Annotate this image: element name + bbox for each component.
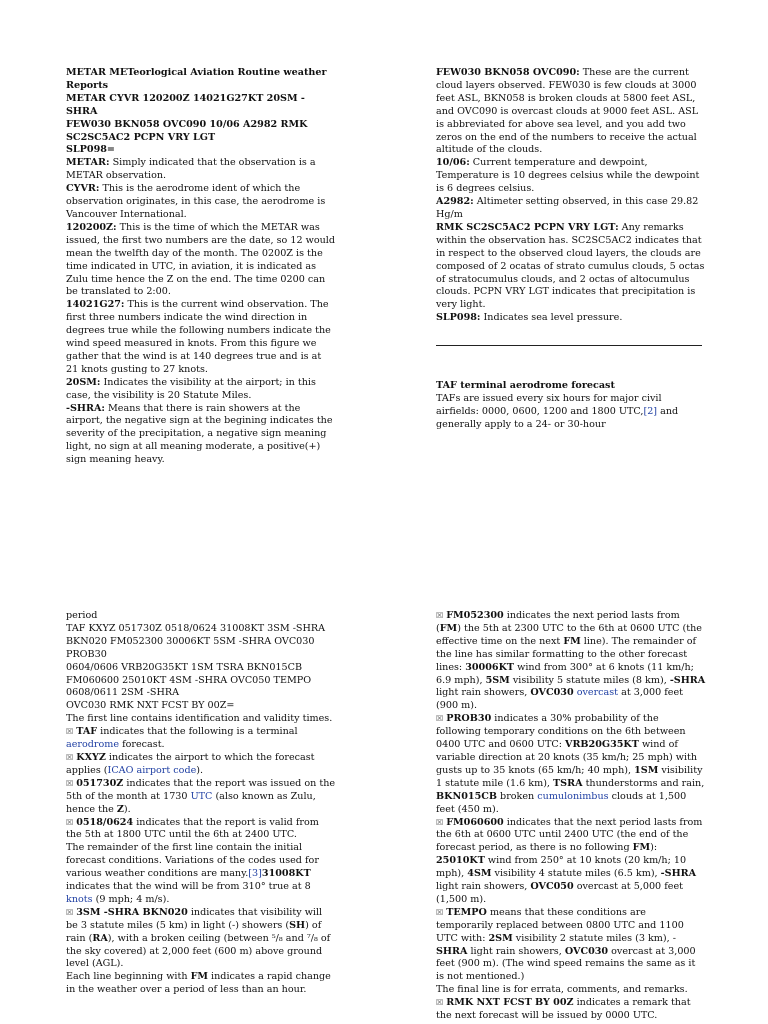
- metar-item: -SHRA: Means that there is rain showers at the airport, the negative sign at the begining indicates the severity of the precipitation, a negative sign meaning light, no sign at all meaning moderate, a positive(+) sign meaning heavy.: [66, 402, 333, 466]
- taf-remainder: The remainder of the first line contain the initial forecast conditions. Variations of the codes used for various weather conditions are many.[3]31008KT indicates that the wind will be from 310° true at 8 knots (9 mph; 4 m/s).: [66, 842, 319, 905]
- checkbox-icon: ☒: [436, 714, 444, 724]
- metar-item: RMK SC2SC5AC2 PCPN VRY LGT: Any remarks within the observation has. SC2SC5AC2 indicates that in respect to the observed cloud layers, the clouds are composed of 2 ocatas of strato cumulus clouds, 5 octas of stratocumulus clouds, and 2 octas of altocumulus clouds. PCPN VRY LGT indicates that precipitation is very light.: [436, 221, 705, 311]
- taf-continued-column: [436, 610, 706, 1023]
- metar-item: A2982: Altimeter setting observed, in this case 29.82 Hg/m: [436, 196, 699, 220]
- metar-column: [66, 67, 336, 467]
- taf-bullet: ☒ PROB30 indicates a 30% probability of the following temporary conditions on the 6th between 0400 UTC and 0600 UTC: VRB20G35KT wind of variable direction at 20 knots (35 km/h; 25 mph) with gusts up to 35 knots (65 km/h; 40 mph), 1SM visibility 1 statute mile (1.6 km), TSRA thunderstorms and rain, BKN015CB broken cumulonimbus clouds at 1,500 feet (450 m).: [436, 713, 705, 815]
- taf-bullet: ☒ TEMPO means that these conditions are temporarily replaced between 0800 UTC and 1100 UTC with: 2SM visibility 2 statute miles (3 km), -SHRA light rain showers, OVC030 overcast at 3,000 feet (900 m). (The wind speed remains the same as it is not mentioned.): [436, 906, 696, 983]
- checkbox-icon: ☒: [66, 817, 74, 827]
- taf-bullet: ☒ KXYZ indicates the airport to which the forecast applies (ICAO airport code).: [66, 751, 315, 776]
- knots-link[interactable]: knots: [66, 893, 93, 905]
- cumulonimbus-link[interactable]: cumulonimbus: [537, 790, 609, 802]
- metar-title: METAR METeorlogical Aviation Routine weather Reports: [66, 67, 327, 91]
- aerodrome-link[interactable]: aerodrome: [66, 739, 120, 751]
- metar-item: 14021G27: This is the current wind observation. The first three numbers indicate the wind direction in degrees true while the following numbers indicate the wind speed measured in knots. From this figure we gather that the wind is at 140 degrees true and is at 21 knots gusting to 27 knots.: [66, 299, 331, 375]
- taf-bullet: ☒ FM052300 indicates the next period lasts from (FM) the 5th at 2300 UTC to the 6th at 0600 UTC (the effective time on the next FM line). The remainder of the line has similar formatting to the other forecast lines: 30006KT wind from 300° at 6 knots (11 km/h; 6.9 mph), 5SM visibility 5 statute miles (8 km), -SHRA light rain showers, OVC030 overcast at 3,000 feet (900 m).: [436, 610, 706, 712]
- checkbox-icon: ☒: [66, 778, 74, 788]
- metar-item: METAR: Simply indicated that the observation is a METAR observation.: [66, 157, 316, 182]
- checkbox-icon: ☒: [436, 998, 444, 1008]
- taf-title: TAF terminal aerodrome forecast: [436, 380, 615, 392]
- taf-bullet: ☒ 0518/0624 indicates that the report is valid from the 5th at 1800 UTC until the 6th at 2400 UTC.: [66, 816, 319, 841]
- taf-first-line: The first line contains identification and validity times.: [66, 713, 333, 725]
- taf-fm-note: Each line beginning with FM indicates a rapid change in the weather over a period of less than an hour.: [66, 971, 331, 996]
- metar-item: CYVR: This is the aerodrome ident of which the observation originates, in this case, the aerodrome is Vancouver International.: [66, 183, 326, 220]
- icao-link[interactable]: ICAO airport code: [107, 764, 197, 776]
- checkbox-icon: ☒: [436, 817, 444, 827]
- taf-period: period: [66, 610, 98, 621]
- metar-item: 120200Z: This is the time of which the METAR was issued, the first two numbers are the date, so 12 would mean the twelfth day of the month. The 0200Z is the time indicated in UTC, in aviation, it is indicated as Zulu time hence the Z on the end. The time 0200 can be translated to 2:00.: [66, 221, 335, 298]
- checkbox-icon: ☒: [436, 611, 444, 620]
- checkbox-icon: ☒: [66, 727, 74, 737]
- taf-intro: TAFs are issued every six hours for major civil airfields: 0000, 0600, 1200 and 1800 UTC,[2] and generally apply to a 24- or 30-hour: [436, 393, 679, 430]
- reference-link[interactable]: [3]: [248, 868, 262, 880]
- taf-code: TAF KXYZ 051730Z 0518/0624 31008KT 3SM -SHRA BKN020 FM052300 30006KT 5SM -SHRA OVC030 PROB30 0604/0606 VRB20G35KT 1SM TSRA BKN015CB FM060600 25010KT 4SM -SHRA OVC050 TEMPO 0608/0611 2SM -SHRA OVC030 RMK NXT FCST BY 00Z=: [66, 622, 326, 712]
- taf-final-line: The final line is for errata, comments, and remarks.: [436, 984, 688, 996]
- reference-link[interactable]: [2]: [643, 405, 658, 417]
- taf-bullet: ☒ FM060600 indicates that the next period lasts from the 6th at 0600 UTC until 2400 UTC (the end of the forecast period, as there is no following FM): 25010KT wind from 250° at 10 knots (20 km/h; 10 mph), 4SM visibility 4 statute miles (6.5 km), -SHRA light rain showers, OVC050 overcast at 5,000 feet (1,500 m).: [436, 816, 703, 905]
- metar-item: 10/06: Current temperature and dewpoint, Temperature is 10 degrees celsius while the dewpoint is 6 degrees celsius.: [436, 157, 700, 195]
- metar-item: FEW030 BKN058 OVC090: These are the current cloud layers observed. FEW030 is few clouds at 3000 feet ASL, BKN058 is broken clouds at 5800 feet ASL, and OVC090 is overcast clouds at 9000 feet ASL. ASL is abbreviated for above sea level, and you add two zeros on the end of the numbers to receive the actual altitude of the clouds.: [436, 67, 699, 156]
- taf-bullet: ☒ 3SM -SHRA BKN020 indicates that visibility will be 3 statute miles (5 km) in light (-) showers (SH) of rain (RA), with a broken ceiling (between ⁵/₈ and ⁷/₈ of the sky covered) at 2,000 feet (600 m) above ground level (AGL).: [66, 906, 331, 970]
- taf-column: [66, 610, 336, 997]
- section-divider: [436, 345, 702, 346]
- taf-bullet: ☒ 051730Z indicates that the report was issued on the 5th of the month at 1730 UTC (also known as Zulu, hence the Z).: [66, 777, 336, 815]
- metar-continued-column: [436, 67, 706, 432]
- metar-item: 20SM: Indicates the visibility at the airport; in this case, the visibility is 20 Statute Miles.: [66, 376, 316, 401]
- taf-bullet: ☒ RMK NXT FCST BY 00Z indicates a remark that the next forecast will be issued by 0000 UTC.: [436, 997, 691, 1022]
- metar-item: SLP098: Indicates sea level pressure.: [436, 312, 623, 324]
- checkbox-icon: ☒: [436, 907, 444, 917]
- checkbox-icon: ☒: [66, 752, 74, 762]
- checkbox-icon: ☒: [66, 907, 74, 917]
- taf-bullet: ☒ TAF indicates that the following is a terminal aerodrome forecast.: [66, 726, 298, 751]
- metar-code: METAR CYVR 120200Z 14021G27KT 20SM -SHRA FEW030 BKN058 OVC090 10/06 A2982 RMK SC2SC5AC2 PCPN VRY LGT SLP098=: [66, 92, 308, 156]
- overcast-link[interactable]: overcast: [576, 687, 619, 699]
- utc-link[interactable]: UTC: [190, 790, 213, 802]
